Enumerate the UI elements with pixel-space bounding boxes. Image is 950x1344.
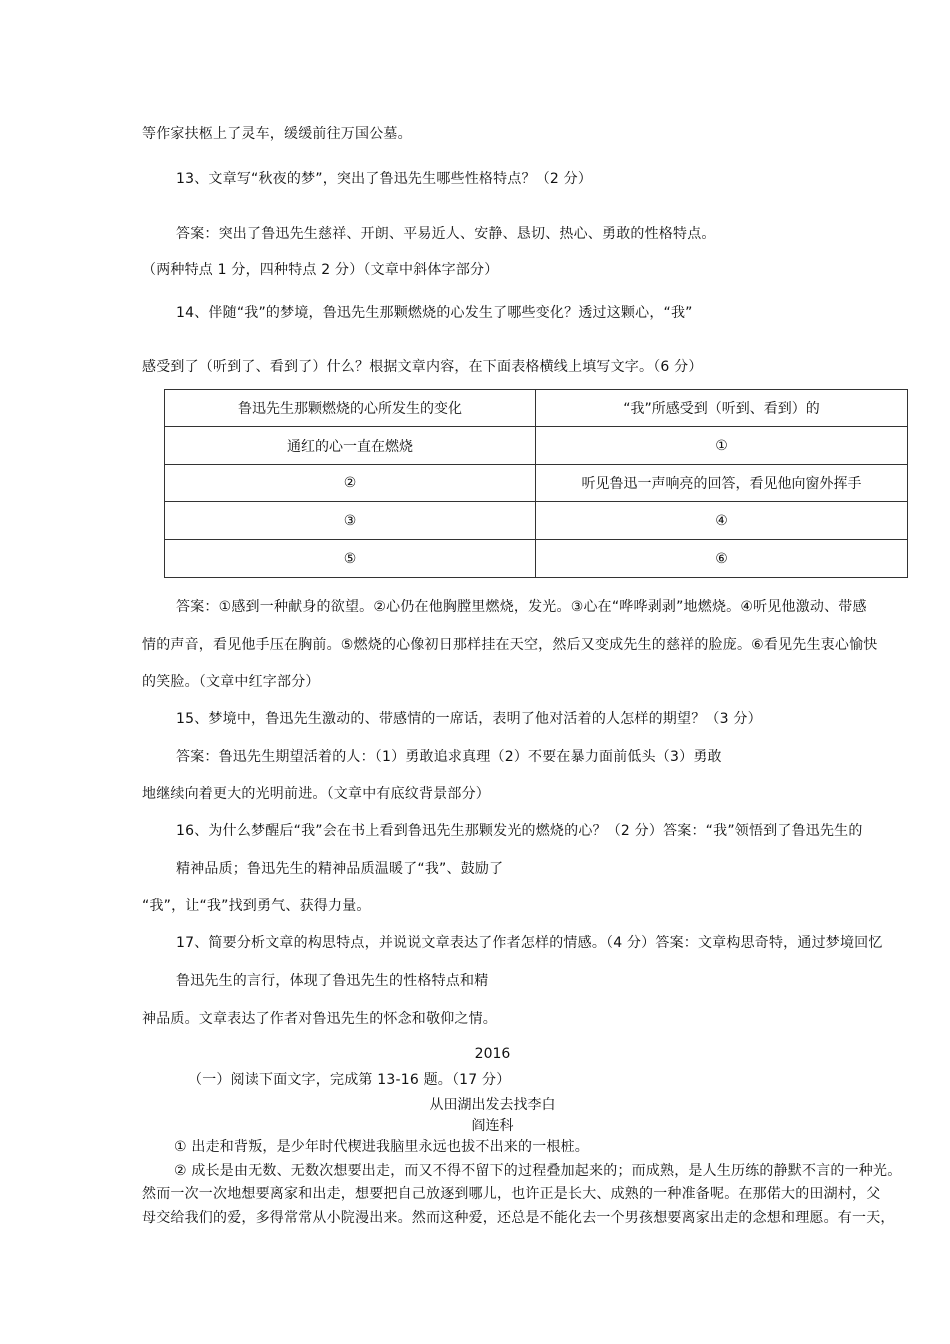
answer-14-cont: 的笑脸。（文章中红字部分） [142,674,320,690]
table-row [165,465,908,502]
table-header-cell: “我”所感受到（听到、看到）的 [536,390,908,427]
article-title: 从田湖出发去找李白 [429,1097,556,1113]
question-14: 14、伴随“我”的梦境，鲁迅先生那颗燃烧的心发生了哪些变化？透过这颗心，“我” [176,305,693,321]
table-header-cell: 鲁迅先生那颗燃烧的心所发生的变化 [165,390,536,427]
paragraph-1: ① 出走和背叛，是少年时代楔进我脑里永远也拔不出来的一根桩。 [174,1139,589,1155]
text-line: 等作家扶柩上了灵车，缓缓前往万国公墓。 [142,126,412,142]
answer-15: 答案：鲁迅先生期望活着的人：（1）勇敢追求真理（2）不要在暴力面前低头（3）勇敢 [176,749,722,765]
answer-14: 答案：①感到一种献身的欲望。②心仍在他胸膛里燃烧，发光。③心在“哗哗剥剥”地燃烧。④听见他激动、带感 [176,599,867,615]
answer-17-cont: 鲁迅先生的言行，体现了鲁迅先生的性格特点和精 [176,973,489,989]
paragraph-2: ② 成长是由无数、无数次想要出走，而又不得不留下的过程叠加起来的；而成熟，是人生历练的静默不言的一种光。 [174,1163,902,1179]
answer-17-cont: 神品质。文章表达了作者对鲁迅先生的怀念和敬仰之情。 [142,1011,497,1027]
table-cell: ③ [165,502,536,540]
table-row [165,502,908,540]
answer-16-cont: 精神品质；鲁迅先生的精神品质温暖了“我”、鼓励了 [176,861,504,877]
table-cell: ④ [536,502,908,540]
paragraph-2-cont: 母交给我们的爱，多得常常从小院漫出来。然而这种爱，还总是不能化去一个男孩想要离家出走的念想和理愿。有一天， [142,1210,895,1226]
question-17: 17、简要分析文章的构思特点，并说说文章表达了作者怎样的情感。（4 分）答案：文章构思奇特，通过梦境回忆 [176,935,883,951]
table-row [165,540,908,578]
table-cell: ⑤ [165,540,536,578]
question-13: 13、文章写“秋夜的梦”，突出了鲁迅先生哪些性格特点？（2 分） [176,171,593,187]
year-heading: 2016 [474,1046,511,1062]
table-cell: 通红的心一直在燃烧 [165,427,536,465]
answer-table [164,389,908,578]
section-instruction: （一）阅读下面文字，完成第 13-16 题。（17 分） [188,1072,511,1088]
question-16: 16、为什么梦醒后“我”会在书上看到鲁迅先生那颗发光的燃烧的心？（2 分）答案：“我”领悟到了鲁迅先生的 [176,823,863,839]
table-cell: ② [165,465,536,502]
table-cell: ⑥ [536,540,908,578]
answer-15-cont: 地继续向着更大的光明前进。（文章中有底纹背景部分） [142,786,490,802]
question-14-cont: 感受到了（听到了、看到了）什么？根据文章内容，在下面表格横线上填写文字。（6 分） [142,359,703,375]
answer-13-scoring: （两种特点 1 分，四种特点 2 分）（文章中斜体字部分） [142,262,499,278]
table-cell: 听见鲁迅一声响亮的回答，看见他向窗外挥手 [536,465,908,502]
answer-13: 答案：突出了鲁迅先生慈祥、开朗、平易近人、安静、恳切、热心、勇敢的性格特点。 [176,226,716,242]
article-author: 阎连科 [471,1118,514,1134]
question-15: 15、梦境中，鲁迅先生激动的、带感情的一席话，表明了他对活着的人怎样的期望？（3 分） [176,711,762,727]
answer-16-cont: “我”，让“我”找到勇气、获得力量。 [142,898,371,914]
table-header-row [165,390,908,427]
answer-14-cont: 情的声音，看见他手压在胸前。⑤燃烧的心像初日那样挂在天空，然后又变成先生的慈祥的脸庞。⑥看见先生衷心愉快 [142,637,878,653]
table-cell: ① [536,427,908,465]
paragraph-2-cont: 然而一次一次地想要离家和出走，想要把自己放逐到哪儿，也许正是长大、成熟的一种准备呢。在那偌大的田湖村，父 [142,1186,881,1202]
table-row [165,427,908,465]
